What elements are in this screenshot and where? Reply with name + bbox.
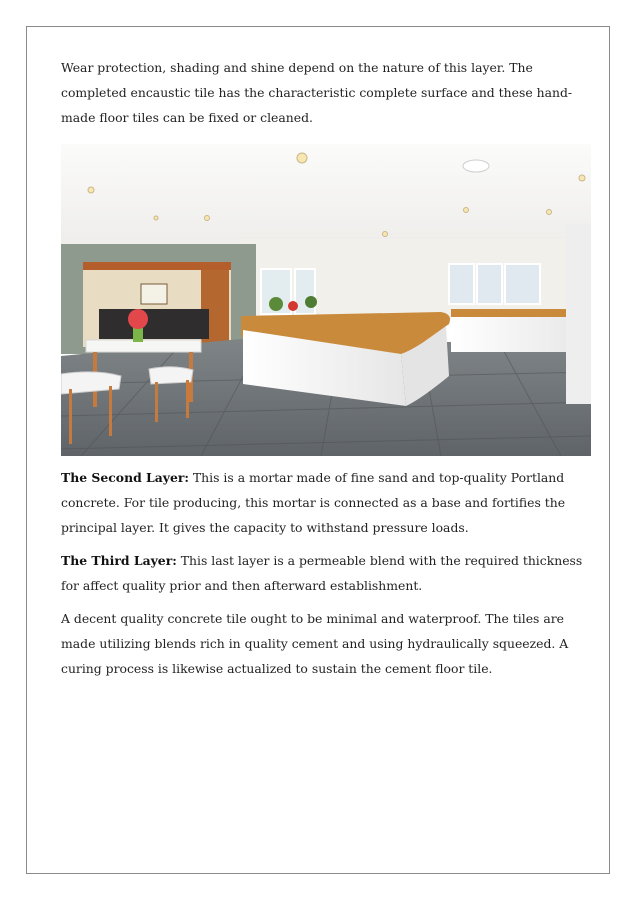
smoke-detector <box>463 160 489 172</box>
tall-unit <box>566 224 591 404</box>
third-layer-label: The Third Layer: <box>61 553 177 568</box>
closing-paragraph: A decent quality concrete tile ought to be minimal and waterproof. The tiles are made utilizing blends rich in quality cement and using hydraulically squeezed. A curing process is likewise actualized to sustain the cement floor tile. <box>61 611 569 676</box>
chair-leg <box>69 389 72 444</box>
kitchen-illustration <box>61 144 591 456</box>
window <box>477 264 502 304</box>
kitchen-photo <box>61 144 591 456</box>
plant <box>305 296 317 308</box>
third-layer-text: This last layer is a permeable blend with the required thickness for affect quality prior and then afterward establishment. <box>61 553 583 593</box>
document-body <box>61 55 591 689</box>
second-layer-text: This is a mortar made of fine sand and top-quality Portland concrete. For tile producing, this mortar is connected as a base and fortifies the principal layer. It gives the capacity to withstand pressure loads. <box>61 470 566 535</box>
flowers <box>288 301 298 311</box>
chair-leg <box>109 386 112 436</box>
tulips <box>128 309 148 329</box>
chair-leg <box>186 380 189 418</box>
intro-paragraph: Wear protection, shading and shine depend on the nature of this layer. The completed encaustic tile has the characteristic complete surface and these hand-made floor tiles can be fixed or cleaned. <box>61 60 573 125</box>
window <box>505 264 540 304</box>
third-layer-paragraph <box>61 548 591 598</box>
plant <box>269 297 283 311</box>
second-layer-label: The Second Layer: <box>61 470 189 485</box>
wall-picture <box>141 284 167 304</box>
window <box>449 264 474 304</box>
dining-table <box>86 340 201 352</box>
sofa <box>99 309 209 339</box>
chair-leg <box>155 382 158 422</box>
door-frame <box>83 262 231 270</box>
second-layer-paragraph <box>61 465 591 540</box>
